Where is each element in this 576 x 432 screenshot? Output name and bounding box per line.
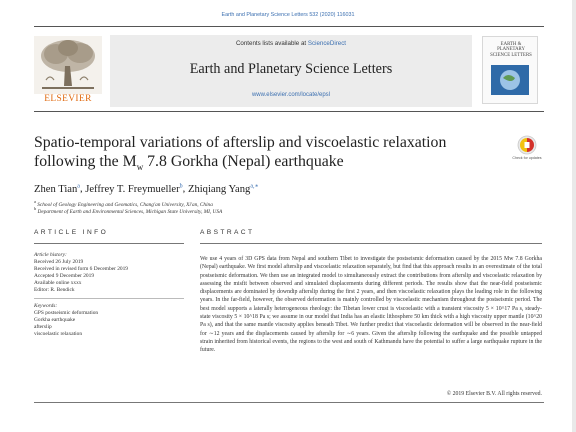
cover-title: EARTH & PLANETARY SCIENCE LETTERS xyxy=(490,42,532,58)
author-list: Zhen Tian$^a$, Jeffrey T. Freymueller$^b$, Zhiqiang Yang$^{a,∗}$ xyxy=(34,183,259,195)
footer-rule xyxy=(34,402,544,403)
keyword-1[interactable]: GPS postseismic deformation xyxy=(34,310,99,316)
journal-masthead xyxy=(110,35,472,107)
masthead-rule xyxy=(34,111,544,112)
keyword-3[interactable]: afterslip xyxy=(34,324,52,330)
keyword-4[interactable]: viscoelastic relaxation xyxy=(34,331,83,337)
contents-prefix: Contents lists available at xyxy=(235,40,307,47)
affiliation-a: $^a$ School of Geology Engineering and Geomatics, Chang'an University, Xi'an, China xyxy=(34,199,213,208)
keywords-label: Keywords: xyxy=(34,303,58,309)
history-accepted: Accepted 9 December 2019 xyxy=(34,273,95,279)
keyword-2[interactable]: Gorkha earthquake xyxy=(34,317,76,323)
journal-title: Earth and Planetary Science Letters xyxy=(189,61,393,77)
author-1[interactable]: Zhen Tian$^a$ xyxy=(34,183,80,195)
article-title xyxy=(34,133,474,177)
affiliation-b: $^b$ Department of Earth and Environmental Sciences, Michigan State University, MI, USA xyxy=(34,206,223,215)
publisher-name: ELSEVIER xyxy=(44,94,92,104)
journal-citation[interactable]: Earth and Planetary Science Letters 532 (2020) 116031 xyxy=(221,12,355,18)
title-line-1: Spatio-temporal variations of afterslip and viscoelastic relaxation xyxy=(34,134,447,151)
history-label: Article history: xyxy=(34,252,67,258)
journal-url-link[interactable]: www.elsevier.com/locate/epsl xyxy=(251,92,331,98)
abstract-heading: ABSTRACT xyxy=(200,229,255,236)
header-rule xyxy=(34,26,544,27)
article-info-heading: ARTICLE INFO xyxy=(34,229,109,236)
crossmark-label: Check for updates xyxy=(512,156,542,160)
author-3[interactable]: Zhiqiang Yang$^{a,∗}$ xyxy=(187,183,259,195)
vertical-scrollbar[interactable] xyxy=(572,0,576,432)
history-revised: Received in revised form 6 December 2019 xyxy=(34,266,129,272)
abstract-rule xyxy=(200,243,542,244)
crossmark-icon xyxy=(512,134,542,156)
elsevier-tree-icon xyxy=(34,36,102,94)
info-rule xyxy=(34,243,184,244)
history-editor: Editor: R. Bendick xyxy=(34,287,75,293)
sciencedirect-link[interactable]: ScienceDirect xyxy=(307,40,347,47)
copyright-notice: © 2019 Elsevier B.V. All rights reserved. xyxy=(446,391,542,397)
cover-globe-icon xyxy=(491,65,529,95)
title-line-2: following the $M_w$ 7.8 Gorkha (Nepal) earthquake xyxy=(34,153,344,173)
abstract-body: We use 4 years of 3D GPS data from Nepal and southern Tibet to investigate the postseismic deformation caused by the 2015 Mw 7.8 Gorkha (Nepal) earthquake. We first model afterslip and viscoelastic relaxation separately, but find that this approach results in an overestimate of the total postseismic deformation. We then use an integrated model to simultaneously extract the contributions from afterslip and viscoelastic relaxation by assessing the misfit between observed and simulated displacements during different periods. The results show that the near-field postseismic displacements are dominated by downdip afterslip during the first 2 years, and then viscoelastic relaxation plays the leading role in the following years. In the far-field, however, the observed deformation is mainly controlled by viscoelastic mechanism throughout the postseismic period. The best model supports a laterally heterogeneous rheology: the Tibetan lower crust is viscoelastic with a transient viscosity 5 × 10^17 Pa s, steady-state viscosity 5 × 10^18 Pa s; we assume in our model that India has an elastic lithosphere 50 km thick with a high viscosity upper mantle (10^20 Pa s), and that the same mantle viscosity applies beneath Tibet. We further predict that viscoelastic deformation will be observed in the near-field for ∼12 years and the displacements caused by afterslip for ∼6 years. Given the afterslip following the earthquake and the possible untapped strain inherited from historical events, the regions to the west and south of Kathmandu have the potential to suffer a large earthquake rupture in the future. xyxy=(200,256,542,354)
check-for-updates-button[interactable] xyxy=(512,134,542,170)
journal-cover[interactable] xyxy=(482,36,538,104)
author-2[interactable]: Jeffrey T. Freymueller$^b$ xyxy=(85,183,183,195)
history-online: Available online xxxx xyxy=(34,280,82,286)
contents-line xyxy=(110,40,472,47)
keywords-rule xyxy=(34,298,184,299)
history-received: Received 26 July 2019 xyxy=(34,259,84,265)
